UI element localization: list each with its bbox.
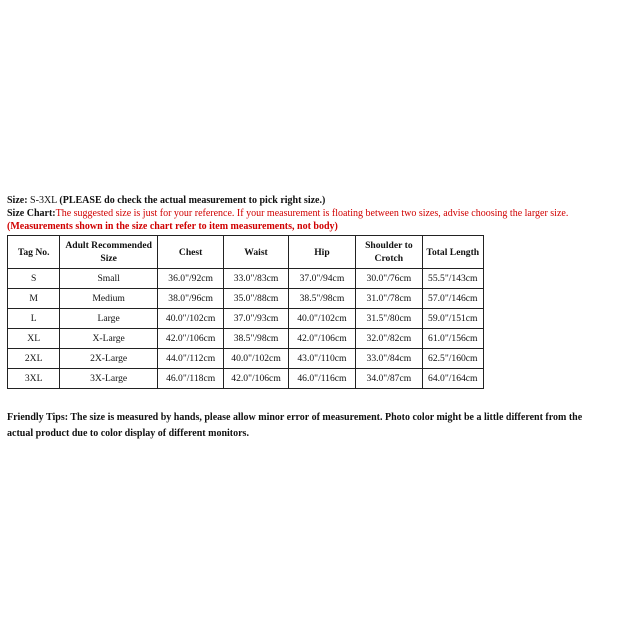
size-chart-label: Size Chart: xyxy=(7,208,56,219)
cell-waist: 38.5"/98cm xyxy=(224,329,288,349)
header-waist: Waist xyxy=(224,236,288,269)
header-tag-no: Tag No. xyxy=(8,236,60,269)
friendly-tips: Friendly Tips: The size is measured by hands, please allow minor error of measurement. Photo color might be a little different from the actual product due to color display of different monitors. xyxy=(7,412,583,439)
cell-shoulder-to-crotch: 30.0"/76cm xyxy=(356,269,422,289)
cell-waist: 37.0"/93cm xyxy=(224,309,288,329)
cell-total-length: 61.0"/156cm xyxy=(422,329,483,349)
size-chart-text: The suggested size is just for your reference. If your measurement is floating between two sizes, advise choosing the larger size. xyxy=(55,208,569,219)
cell-hip: 38.5"/98cm xyxy=(288,289,355,309)
size-note: (PLEASE do check the actual measurement to pick right size.) xyxy=(59,195,326,206)
size-chart-line xyxy=(7,207,619,220)
size-info-sheet xyxy=(7,194,619,442)
cell-hip: 46.0"/116cm xyxy=(288,369,355,389)
cell-tag: S xyxy=(8,269,60,289)
cell-waist: 35.0"/88cm xyxy=(224,289,288,309)
cell-size: X-Large xyxy=(60,329,158,349)
cell-total-length: 57.0"/146cm xyxy=(422,289,483,309)
cell-chest: 38.0"/96cm xyxy=(157,289,223,309)
header-chest: Chest xyxy=(157,236,223,269)
cell-shoulder-to-crotch: 32.0"/82cm xyxy=(356,329,422,349)
header-total-length: Total Length xyxy=(422,236,483,269)
table-header-row xyxy=(8,236,484,269)
cell-hip: 37.0"/94cm xyxy=(288,269,355,289)
cell-size: Large xyxy=(60,309,158,329)
cell-chest: 36.0"/92cm xyxy=(157,269,223,289)
cell-total-length: 55.5"/143cm xyxy=(422,269,483,289)
measurement-note: (Measurements shown in the size chart refer to item measurements, not body) xyxy=(7,221,338,232)
cell-hip: 43.0"/110cm xyxy=(288,349,355,369)
cell-shoulder-to-crotch: 31.0"/78cm xyxy=(356,289,422,309)
cell-hip: 42.0"/106cm xyxy=(288,329,355,349)
cell-tag: M xyxy=(8,289,60,309)
cell-tag: XL xyxy=(8,329,60,349)
size-chart-table xyxy=(7,235,484,389)
cell-shoulder-to-crotch: 31.5"/80cm xyxy=(356,309,422,329)
table-row xyxy=(8,289,484,309)
cell-shoulder-to-crotch: 33.0"/84cm xyxy=(356,349,422,369)
header-hip: Hip xyxy=(288,236,355,269)
cell-total-length: 62.5"/160cm xyxy=(422,349,483,369)
table-row xyxy=(8,269,484,289)
size-value: S-3XL xyxy=(27,195,60,206)
size-line xyxy=(7,194,619,207)
cell-size: Small xyxy=(60,269,158,289)
header-shoulder-to-crotch: Shoulder to Crotch xyxy=(356,236,422,269)
cell-chest: 42.0"/106cm xyxy=(157,329,223,349)
cell-size: 3X-Large xyxy=(60,369,158,389)
cell-hip: 40.0"/102cm xyxy=(288,309,355,329)
cell-size: Medium xyxy=(60,289,158,309)
cell-waist: 40.0"/102cm xyxy=(224,349,288,369)
cell-tag: 2XL xyxy=(8,349,60,369)
size-label: Size: xyxy=(7,195,28,206)
cell-waist: 33.0"/83cm xyxy=(224,269,288,289)
cell-total-length: 59.0"/151cm xyxy=(422,309,483,329)
table-row xyxy=(8,369,484,389)
cell-total-length: 64.0"/164cm xyxy=(422,369,483,389)
header-adult-recommended-size: Adult Recommended Size xyxy=(60,236,158,269)
table-row xyxy=(8,309,484,329)
cell-tag: 3XL xyxy=(8,369,60,389)
cell-size: 2X-Large xyxy=(60,349,158,369)
cell-tag: L xyxy=(8,309,60,329)
table-row xyxy=(8,349,484,369)
cell-chest: 40.0"/102cm xyxy=(157,309,223,329)
cell-chest: 44.0"/112cm xyxy=(157,349,223,369)
cell-chest: 46.0"/118cm xyxy=(157,369,223,389)
cell-shoulder-to-crotch: 34.0"/87cm xyxy=(356,369,422,389)
table-row xyxy=(8,329,484,349)
cell-waist: 42.0"/106cm xyxy=(224,369,288,389)
